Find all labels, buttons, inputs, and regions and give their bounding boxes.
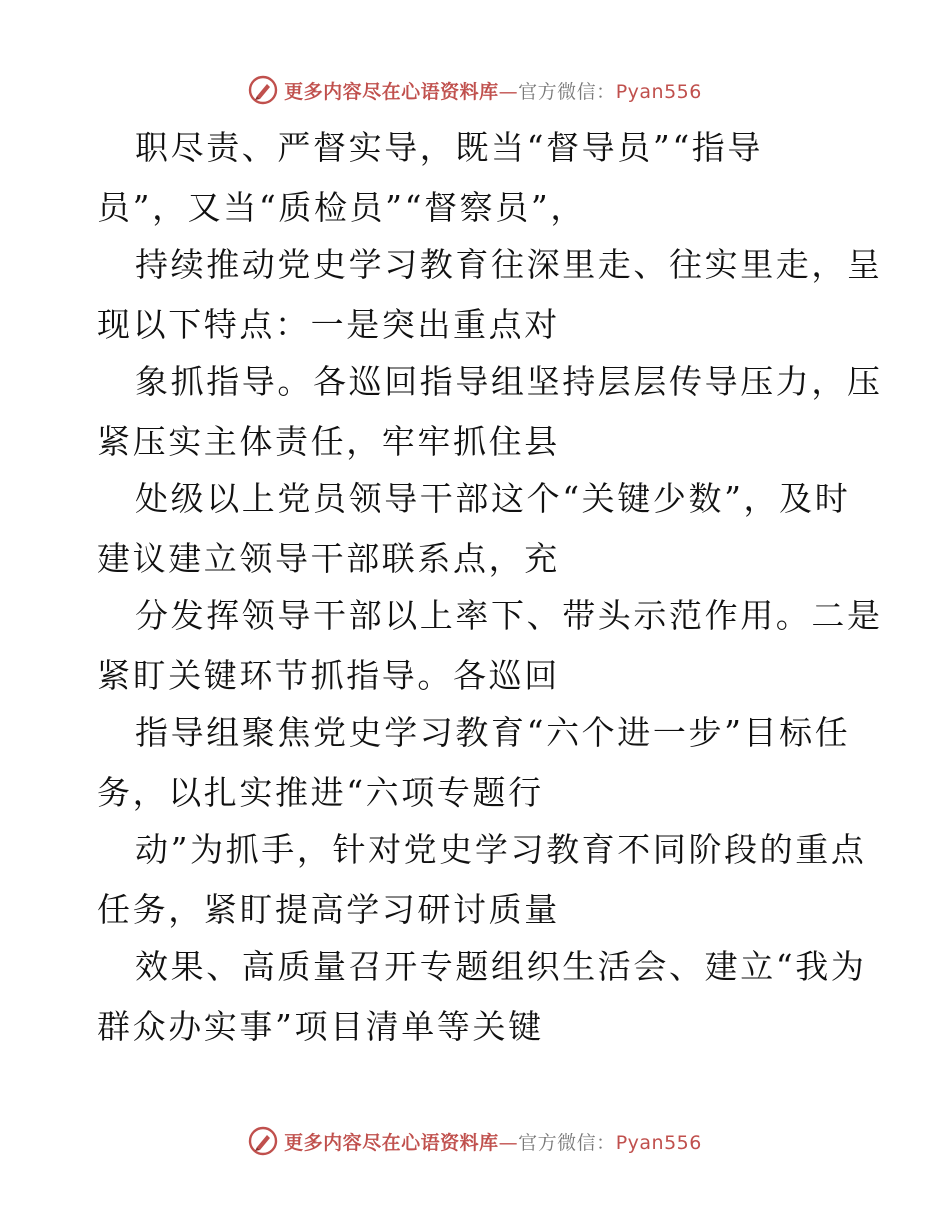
text-line: 象抓指导。各巡回指导组坚持层层传导压力，压 [135,362,883,401]
pen-logo-icon [248,75,278,105]
header-watermark [0,70,950,110]
watermark-dash: — [498,80,519,103]
text-line: 建议建立领导干部联系点，充 [97,539,560,578]
text-line: 指导组聚焦党史学习教育“六个进一步”目标任 [135,713,851,752]
pen-logo-icon [248,1126,278,1156]
text-line: 紧盯关键环节抓指导。各巡回 [97,656,560,695]
watermark-dash: — [498,1131,519,1154]
watermark-main: 更多内容尽在心语资料库 [284,1131,499,1154]
text-line: 动”为抓手，针对党史学习教育不同阶段的重点 [135,830,867,869]
text-line: 员”，又当“质检员”“督察员”， [97,188,586,227]
watermark-label: 官方微信： [518,80,616,103]
text-line: 任务，紧盯提高学习研讨质量 [97,890,560,929]
text-line: 效果、高质量召开专题组织生活会、建立“我为 [135,947,867,986]
text-line: 持续推动党史学习教育往深里走、往实里走，呈 [135,245,883,284]
watermark-text [284,1128,702,1155]
footer-watermark [0,1121,950,1161]
watermark-label: 官方微信： [518,1131,616,1154]
watermark-main: 更多内容尽在心语资料库 [284,80,499,103]
text-line: 务，以扎实推进“六项专题行 [97,773,544,812]
text-line: 紧压实主体责任，牢牢抓住县 [97,422,560,461]
text-line: 现以下特点：一是突出重点对 [97,305,560,344]
watermark-text [284,77,702,104]
text-line: 群众办实事”项目清单等关键 [97,1007,544,1046]
watermark-wechat-id: Pyan556 [615,1131,702,1154]
text-line: 职尽责、严督实导，既当“督导员”“指导 [135,128,764,167]
text-line: 分发挥领导干部以上率下、带头示范作用。二是 [135,596,883,635]
watermark-wechat-id: Pyan556 [615,80,702,103]
text-line: 处级以上党员领导干部这个“关键少数”，及时 [135,479,851,518]
